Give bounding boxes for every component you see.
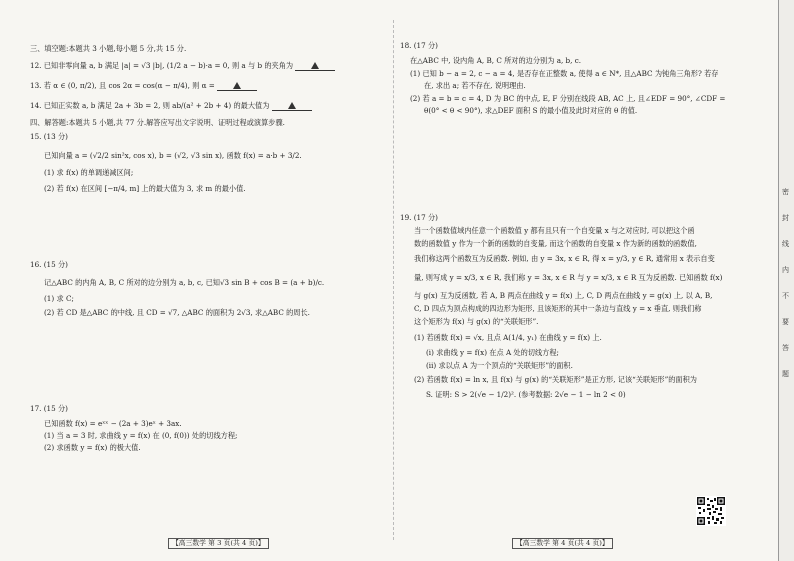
binding-char: 内	[782, 266, 789, 274]
question-14-text: 14. 已知正实数 a, b 满足 2a + 3b = 2, 则 ab/(a² + 2b + 4) 的最大值为	[30, 101, 270, 110]
question-18-part-1: (1) 已知 b − a = 2, c − a = 4, 是否存在正整数 a, 使得 a ∈ N*, 且△ABC 为钝角三角形? 若存	[410, 69, 719, 78]
section-4-heading: 四、解答题:本题共 5 小题,共 77 分.解答应写出文字说明、证明过程或演算步骤.	[30, 118, 285, 127]
page-divider	[393, 20, 394, 540]
section-3-heading: 三、填空题:本题共 3 小题,每小题 5 分,共 15 分.	[30, 44, 187, 53]
binding-char: 线	[782, 240, 789, 248]
question-16-title: 16. (15 分)	[30, 260, 68, 269]
question-15-part-2: (2) 若 f(x) 在区间 [−π/4, m] 上的最大值为 3, 求 m 的最小值.	[44, 184, 246, 193]
question-17-part-1: (1) 当 a = 3 时, 求曲线 y = f(x) 在 (0, f(0)) 处的切线方程;	[44, 431, 238, 440]
binding-char: 答	[782, 344, 789, 352]
answer-blank	[217, 82, 257, 91]
question-12	[30, 61, 335, 71]
question-15-part-1: (1) 求 f(x) 的单调递减区间;	[44, 168, 134, 177]
page-3-footer: 【高三数学 第 3 页(共 4 页)】	[168, 538, 269, 549]
question-19-part-1-i: (ⅰ) 求曲线 y = f(x) 在点 A 处的切线方程;	[426, 348, 559, 357]
question-19-part-1-ii: (ⅱ) 求以点 A 为一个顶点的“关联矩形”的面积.	[426, 361, 573, 370]
question-19-part-2: (2) 若函数 f(x) = ln x, 且 f(x) 与 g(x) 的“关联矩形”是正方形, 记该“关联矩形”的面积为	[414, 375, 697, 384]
question-18-part-1-cont: 在, 求出 a; 若不存在, 说明理由.	[424, 81, 526, 90]
question-19-part-1: (1) 若函数 f(x) = √x, 且点 A(1/4, y₁) 在曲线 y = f(x) 上.	[414, 333, 602, 342]
question-17-stem: 已知函数 f(x) = eˣˣ − (2a + 3)eˣ + 3ax.	[44, 419, 182, 428]
question-19-line-1: 当一个函数值域内任意一个函数值 y 都有且只有一个自变量 x 与之对应时, 可以把这个函	[414, 226, 695, 235]
triangle-icon	[311, 62, 319, 69]
question-13	[30, 81, 257, 91]
question-18-part-2: (2) 若 a = b = c = 4, D 为 BC 的中点, E, F 分别在线段 AB, AC 上, 且∠EDF = 90°, ∠CDF =	[410, 94, 726, 103]
question-19-line-5: 与 g(x) 互为反函数, 若 A, B 两点在曲线 y = f(x) 上, C, D 两点在曲线 y = g(x) 上, 以 A, B,	[414, 291, 713, 300]
question-16-part-2: (2) 若 CD 是△ABC 的中线, 且 CD = √7, △ABC 的面积为 2√3, 求△ABC 的周长.	[44, 308, 310, 317]
question-19-line-7: 这个矩形为 f(x) 与 g(x) 的“关联矩形”.	[414, 317, 539, 326]
binding-char: 密	[782, 188, 789, 196]
qr-code-icon	[696, 496, 726, 526]
page-4-footer: 【高三数学 第 4 页(共 4 页)】	[512, 538, 613, 549]
question-19-title: 19. (17 分)	[400, 213, 438, 222]
question-18-stem: 在△ABC 中, 设内角 A, B, C 所对的边分别为 a, b, c.	[410, 56, 582, 65]
question-18-title: 18. (17 分)	[400, 41, 438, 50]
question-13-text: 13. 若 α ∈ (0, π/2), 且 cos 2α = cos(α − π/4), 则 α =	[30, 81, 215, 90]
triangle-icon	[288, 102, 296, 109]
question-14	[30, 101, 312, 111]
binding-char: 封	[782, 214, 789, 222]
question-19-line-3: 我们称这两个函数互为反函数. 例如, 由 y = 3x, x ∈ R, 得 x = y/3, y ∈ R, 通常用 x 表示自变	[414, 254, 715, 263]
question-19-line-6: C, D 四点为顶点构成的四边形为矩形, 且该矩形的其中一条边与直线 y = x 垂直, 则我们称	[414, 304, 702, 313]
question-16-part-1: (1) 求 C;	[44, 294, 74, 303]
triangle-icon	[233, 82, 241, 89]
question-12-text: 12. 已知非零向量 a, b 满足 |a| = √3 |b|, (1/2 a − b)·a = 0, 则 a 与 b 的夹角为	[30, 61, 294, 70]
question-17-title: 17. (15 分)	[30, 404, 68, 413]
question-15-stem: 已知向量 a = (√2/2 sin²x, cos x), b = (√2, √3 sin x), 函数 f(x) = a·b + 3/2.	[44, 151, 302, 160]
question-19-line-2: 数的函数值 y 作为一个新的函数的自变量, 而这个函数的自变量 x 作为新的函数的函数值,	[414, 239, 697, 248]
question-17-part-2: (2) 求函数 y = f(x) 的极大值.	[44, 443, 141, 452]
binding-char: 不	[782, 292, 789, 300]
binding-char: 要	[782, 318, 789, 326]
question-19-part-2-cont: S. 证明: S > 2(√e − 1/2)². (参考数据: 2√e − 1 − ln 2 < 0)	[426, 390, 626, 399]
question-16-stem: 记△ABC 的内角 A, B, C 所对的边分别为 a, b, c, 已知√3 sin B + cos B = (a + b)/c.	[44, 278, 325, 287]
answer-blank	[295, 62, 335, 71]
question-19-line-4: 量, 则写成 y = x/3, x ∈ R, 我们称 y = 3x, x ∈ R 与 y = x/3, x ∈ R 互为反函数. 已知函数 f(x)	[414, 273, 723, 282]
question-18-part-2-cont: θ(0° < θ < 90°), 求△DEF 面积 S 的最小值及此时对应的 θ 的值.	[424, 106, 638, 115]
binding-char: 题	[782, 370, 789, 378]
binding-strip	[778, 0, 794, 561]
question-15-title: 15. (13 分)	[30, 132, 68, 141]
answer-blank	[272, 102, 312, 111]
